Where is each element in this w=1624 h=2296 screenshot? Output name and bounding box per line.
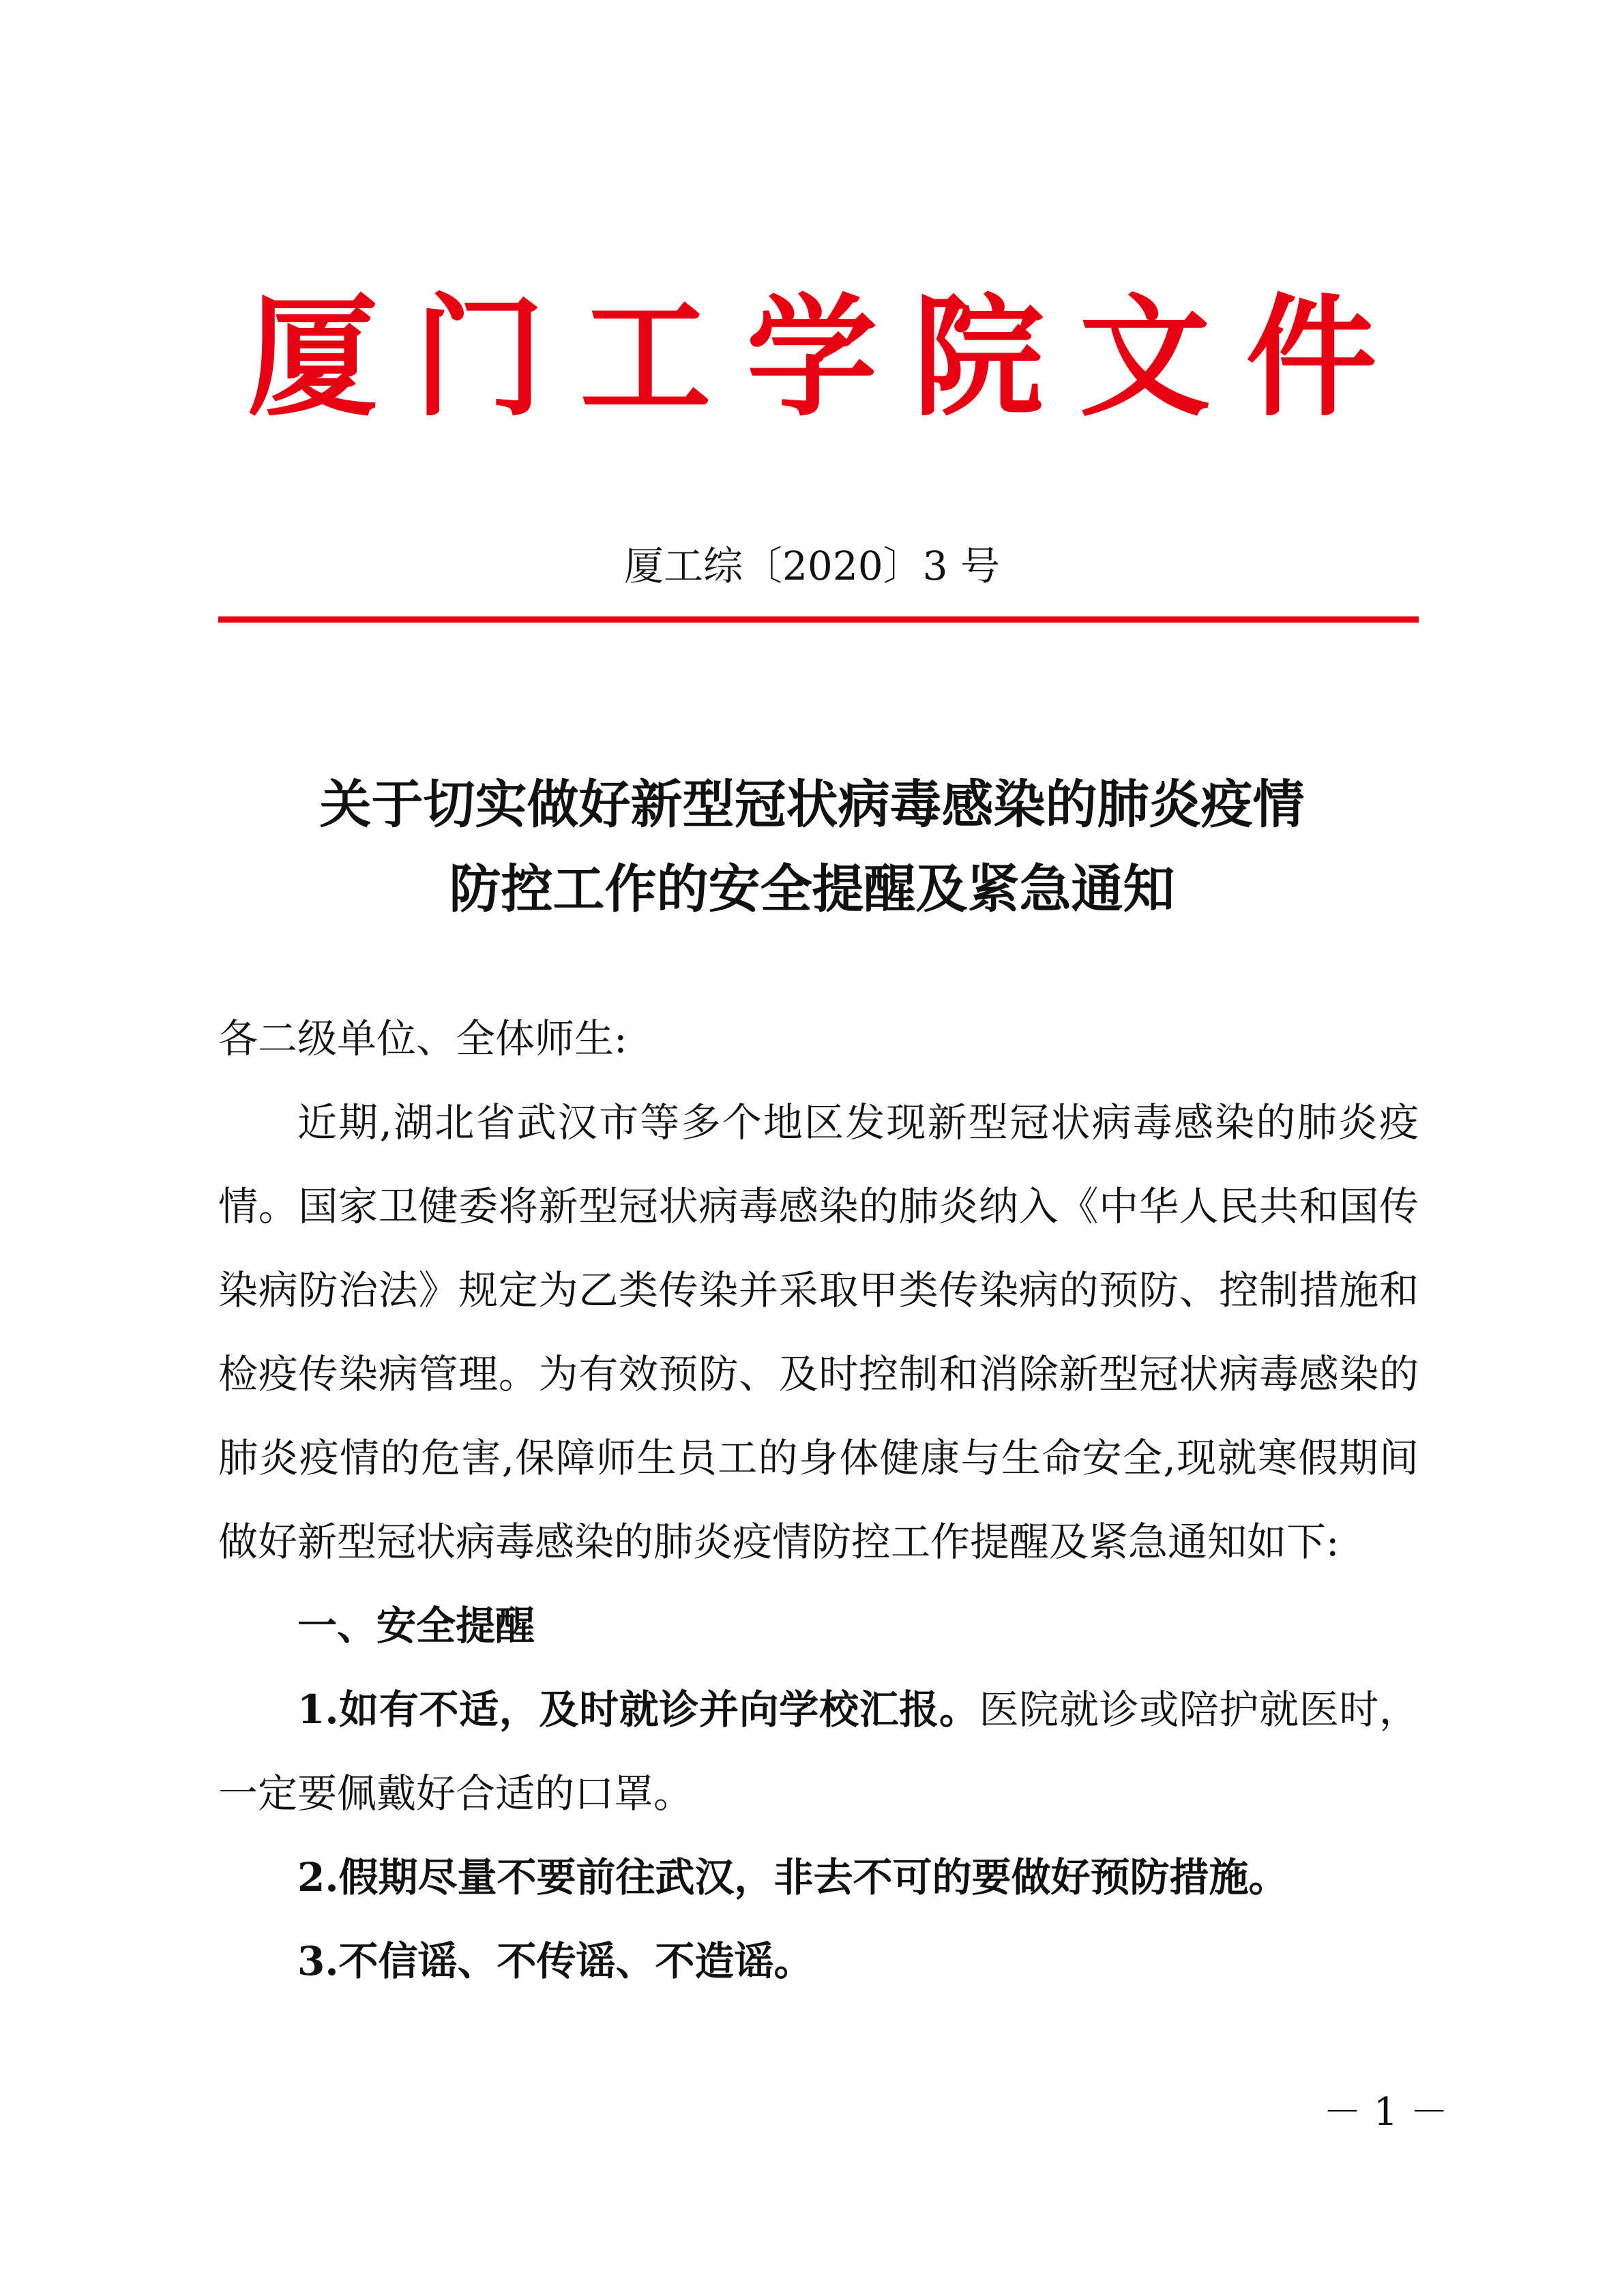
reminder-item-1-bold: 1.如有不适，及时就诊并向学校汇报。 [297, 1686, 979, 1733]
title-line-2: 防控工作的安全提醒及紧急通知 [449, 859, 1175, 919]
reminder-item-3 [218, 1920, 1419, 2003]
title-line-1: 关于切实做好新型冠状病毒感染的肺炎疫情 [319, 774, 1305, 835]
page-number: － 1 － [1323, 2090, 1449, 2134]
document-masthead: 厦门工学院文件 [247, 281, 1413, 434]
salutation: 各二级单位、全体师生: [218, 1015, 628, 1062]
document-number: 厦工综〔2020〕3 号 [624, 543, 1000, 589]
red-separator-rule [218, 616, 1419, 623]
section-heading-safety-reminder: 一、安全提醒 [297, 1602, 535, 1649]
reminder-item-2 [218, 1836, 1419, 1920]
reminder-item-1-text: 医院就诊或陪护就医时，一定要佩戴好合适的口罩。 [218, 1686, 1419, 1817]
reminder-item-1 [218, 1668, 1419, 1836]
reminder-item-2-bold: 2.假期尽量不要前往武汉，非去不可的要做好预防措施。 [297, 1854, 1288, 1900]
intro-paragraph: 近期,湖北省武汉市等多个地区发现新型冠状病毒感染的肺炎疫情。国家卫健委将新型冠状病毒感染的肺炎纳入《中华人民共和国传染病防治法》规定为乙类传染并采取甲类传染病的预防、控制措施和检疫传染病管理。为有效预防、及时控制和消除新型冠状病毒感染的肺炎疫情的危害,保障师生员工的身体健康与生命安全,现就寒假期间做好新型冠状病毒感染的肺炎疫情防控工作提醒及紧急通知如下: [218, 1099, 1419, 1565]
document-body [218, 997, 1419, 2003]
reminder-item-3-bold: 3.不信谣、不传谣、不造谣。 [297, 1938, 814, 1984]
document-title [0, 762, 1624, 931]
